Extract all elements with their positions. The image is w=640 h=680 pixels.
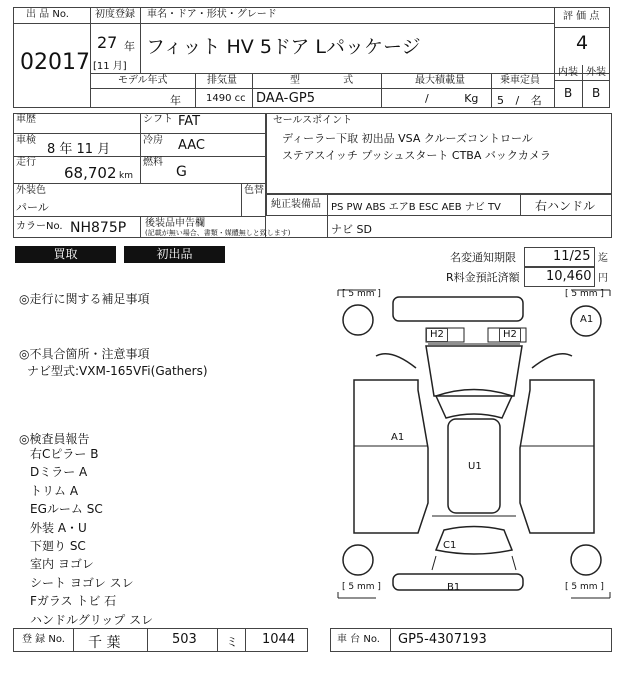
tire-label-fl: [ 5 mm ] [342, 289, 381, 299]
equipment-label: 純正装備品 [271, 199, 321, 210]
model-header-label: 車名・ドア・形状・グレード [147, 9, 277, 20]
capacity: 5 / 名 [497, 94, 542, 107]
max-load-label: 最大積載量 [415, 75, 465, 86]
wheel-rear-right [571, 545, 601, 575]
reg-number: 1044 [262, 632, 296, 647]
max-load: / Kg [425, 92, 479, 105]
sales-point-2: ステアスイッチ プッシュスタート CTBA バックカメラ [282, 149, 551, 162]
aftermarket-value: ナビ SD [331, 223, 372, 236]
aftermarket-note: (記載が無い場合、書類・媒體無しと致します) [145, 229, 291, 237]
model-year-unit: 年 [170, 94, 181, 107]
mark-h2-left: H2 [430, 329, 444, 340]
report-line: トリム A [30, 484, 79, 498]
report-line: EGルーム SC [30, 502, 103, 516]
mark-a1-door: A1 [391, 432, 405, 443]
interior-grade: B [564, 86, 573, 100]
displacement: 1490 cc [206, 93, 246, 104]
handle-side: 右ハンドル [535, 199, 596, 213]
first-reg-month: [11 月] [93, 61, 127, 72]
fuel-label: 燃料 [143, 157, 163, 168]
report-line: Dミラー A [30, 465, 88, 479]
wheel-front-left [343, 305, 373, 335]
mileage-unit: km [119, 171, 133, 181]
inspection-value: 8 年 11 月 [47, 142, 111, 157]
interior-label: 内装 [558, 67, 578, 78]
mileage-label: 走行 [16, 157, 36, 168]
reg-class: 503 [172, 632, 197, 647]
report-line: シート ヨゴレ スレ [30, 576, 134, 590]
defect-title: ◎不具合箇所・注意事項 [19, 347, 150, 361]
report-line: 右Cピラー B [30, 447, 99, 461]
purchase-tag: 買取 [15, 246, 116, 263]
running-title: ◎走行に関する補足事項 [19, 292, 150, 306]
score-label: 評 価 点 [563, 11, 600, 22]
recycle-value: 10,460 [546, 269, 592, 284]
report-line: 室内 ヨゴレ [30, 557, 94, 571]
mileage-value: 68,702 [64, 164, 117, 182]
mark-u1-roof: U1 [468, 461, 482, 472]
left-side [354, 380, 428, 533]
score-value: 4 [576, 32, 589, 54]
report-line: Fガラス トビ 石 [30, 594, 117, 608]
first-reg-label: 初度登録 [95, 9, 135, 20]
aftermarket-label: 後装品申告欄 [145, 218, 205, 229]
report-line: ハンドルグリップ スレ [30, 613, 154, 627]
tire-label-rr: [ 5 mm ] [565, 582, 604, 592]
displacement-label: 排気量 [207, 75, 237, 86]
color-no: NH875P [70, 220, 127, 236]
tire-label-fr: [ 5 mm ] [565, 289, 604, 299]
chassis-label: 車 台 No. [337, 634, 380, 645]
windshield [436, 390, 512, 419]
deadline-label: 名変通知期限 [450, 251, 516, 264]
color-no-label: カラーNo. [16, 221, 63, 232]
reg-kana: ミ [226, 635, 239, 649]
first-listing-tag: 初出品 [124, 246, 225, 263]
report-line: 外装 A・U [30, 521, 87, 535]
inspection-label: 車検 [16, 135, 36, 146]
type-label: 型 式 [290, 75, 354, 86]
sales-point-label: セールスポイント [273, 115, 353, 126]
fuel-value: G [176, 164, 187, 180]
first-reg-year: 27 [97, 33, 118, 52]
equipment-value: PS PW ABS エアB ESC AEB ナビ TV [331, 202, 501, 213]
shift-value: FAT [178, 114, 201, 129]
exterior-label: 外装 [586, 67, 606, 78]
car-name: フィット HV 5ドア Lパッケージ [146, 36, 421, 58]
model-year-label: モデル年式 [118, 75, 168, 86]
wheel-rear-left [343, 545, 373, 575]
ext-color-label: 外装色 [16, 185, 46, 196]
mark-h2-right: H2 [503, 329, 517, 340]
mark-a1-wheel: A1 [580, 314, 594, 325]
exterior-grade: B [592, 86, 601, 100]
deadline-unit: 迄 [598, 253, 608, 264]
lot-label: 出 品 No. [26, 9, 69, 20]
year-unit: 年 [124, 40, 135, 53]
report-line: 下廻り SC [30, 539, 86, 553]
color-change-label: 色替 [244, 185, 264, 196]
recycle-unit: 円 [598, 273, 608, 284]
mark-b1: B1 [447, 582, 461, 593]
ext-color: パール [16, 201, 49, 214]
tire-label-rl: [ 5 mm ] [342, 582, 381, 592]
history-label: 車歴 [16, 114, 36, 125]
mark-c1: C1 [443, 540, 457, 551]
reg-label: 登 録 No. [22, 634, 65, 645]
lot-number: 02017 [20, 50, 90, 75]
recycle-label: R料金預託済額 [446, 271, 520, 284]
chassis-number: GP5-4307193 [398, 632, 487, 647]
deadline-value: 11/25 [553, 249, 591, 264]
right-side [520, 380, 594, 533]
capacity-label: 乗車定員 [500, 75, 540, 86]
front-bumper [393, 297, 523, 321]
nav-model: ナビ型式:VXM-165VFi(Gathers) [27, 364, 208, 378]
ac-value: AAC [178, 138, 205, 153]
car-damage-diagram [336, 288, 612, 606]
shift-label: シフト [143, 114, 173, 125]
ac-label: 冷房 [143, 135, 163, 146]
sales-point-1: ディーラー下取 初出品 VSA クルーズコントロール [282, 132, 533, 145]
hood [426, 346, 522, 396]
reg-region: 千 葉 [88, 635, 121, 651]
inspector-title: ◎検査員報告 [19, 432, 90, 446]
type-value: DAA-GP5 [256, 91, 315, 106]
